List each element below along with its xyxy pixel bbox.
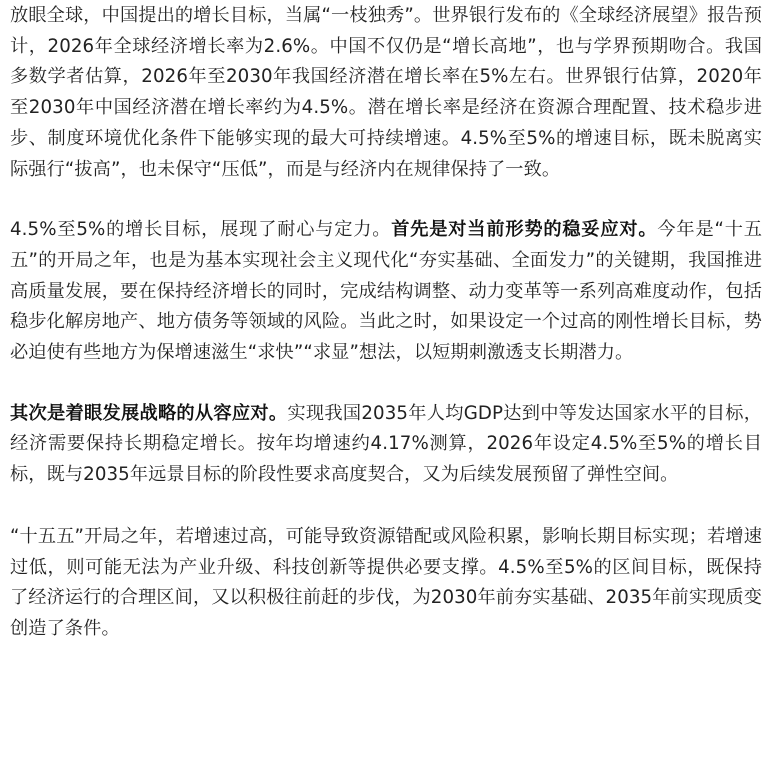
paragraph-patience [10, 215, 762, 369]
paragraph-text: 放眼全球，中国提出的增长目标，当属“一枝独秀”。世界银行发布的《全球经济展望》报告预计，2026年全球经济增长率为2.6%。中国不仅仍是“增长高地”，也与学界预期吻合。我国多数学者估算，2026年至2030年我国经济潜在增长率在5%左右。世界银行估算，2020年至2030年中国经济潜在增长率约为4.5%。潜在增长率是经济在资源合理配置、技术稳步进步、制度环境优化条件下能够实现的最大可持续增速。4.5%至5%的增速目标，既未脱离实际强行“拔高”，也未保守“压低”，而是与经济内在规律保持了一致。 [10, 5, 762, 180]
paragraph-lead-bold: 首先是对当前形势的稳妥应对。 [391, 219, 658, 241]
paragraph-lead-bold: 其次是着眼发展战略的从容应对。 [10, 402, 288, 424]
paragraph-text: 实现我国2035年人均GDP达到中等发达国家水平的目标，经济需要保持长期稳定增长。按年均增速约4.17%测算，2026年设定4.5%至5%的增长目标，既与2035年远景目标的阶段性要求高度契合，又为后续发展预留了弹性空间。 [10, 402, 762, 486]
paragraph-global-outlook [10, 0, 762, 185]
paragraph-text: 今年是“十五五”的开局之年，也是为基本实现社会主义现代化“夯实基础、全面发力”的关键期，我国推进高质量发展，要在保持经济增长的同时，完成结构调整、动力变革等一系列高难度动作，包括稳步化解房地产、地方债务等领域的风险。当此之时，如果设定一个过高的刚性增长目标，势必迫使有些地方为保增速滋生“求快”“求显”想法，以短期刺激透支长期潜力。 [10, 219, 762, 364]
paragraph-strategy [10, 399, 762, 491]
paragraph-text: “十五五”开局之年，若增速过高，可能导致资源错配或风险积累，影响长期目标实现；若增速过低，则可能无法为产业升级、科技创新等提供必要支撑。4.5%至5%的区间目标，既保持了经济运行的合理区间，又以积极往前赶的步伐，为2030年前夯实基础、2035年前实现质变创造了条件。 [10, 525, 762, 639]
article-body [10, 0, 762, 645]
paragraph-range-target [10, 522, 762, 645]
paragraph-intro: 4.5%至5%的增长目标，展现了耐心与定力。 [10, 219, 392, 241]
